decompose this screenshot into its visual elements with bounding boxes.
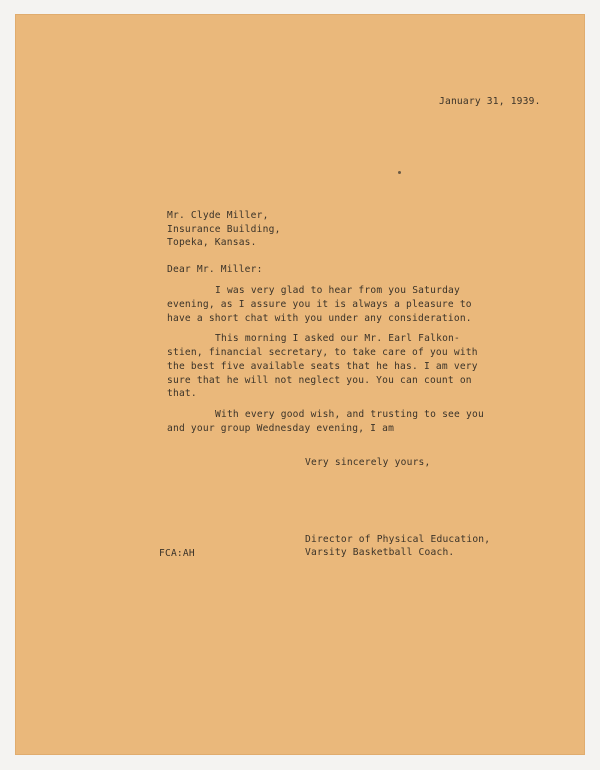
paper-speck [398,171,401,174]
recipient-name: Mr. Clyde Miller, [167,210,269,221]
body-line: With every good wish, and trusting to see you [215,409,484,420]
body-line: have a short chat with you under any consideration. [167,313,472,324]
signature-title: Director of Physical Education, [305,534,491,545]
signature-role: Varsity Basketball Coach. [305,547,455,558]
letter-page [15,14,585,755]
body-line: stien, financial secretary, to take care of you with [167,347,478,358]
reference-initials: FCA:AH [159,548,195,559]
recipient-building: Insurance Building, [167,224,281,235]
body-line: This morning I asked our Mr. Earl Falkon- [215,333,461,344]
body-line: that. [167,388,197,399]
recipient-city: Topeka, Kansas. [167,237,257,248]
closing: Very sincerely yours, [305,457,431,468]
salutation: Dear Mr. Miller: [167,264,263,275]
body-line: I was very glad to hear from you Saturday [215,285,461,296]
letter-date: January 31, 1939. [439,96,541,107]
body-line: and your group Wednesday evening, I am [167,423,395,434]
body-line: evening, as I assure you it is always a pleasure to [167,299,472,310]
body-line: sure that he will not neglect you. You can count on [167,375,472,386]
body-line: the best five available seats that he has. I am very [167,361,478,372]
